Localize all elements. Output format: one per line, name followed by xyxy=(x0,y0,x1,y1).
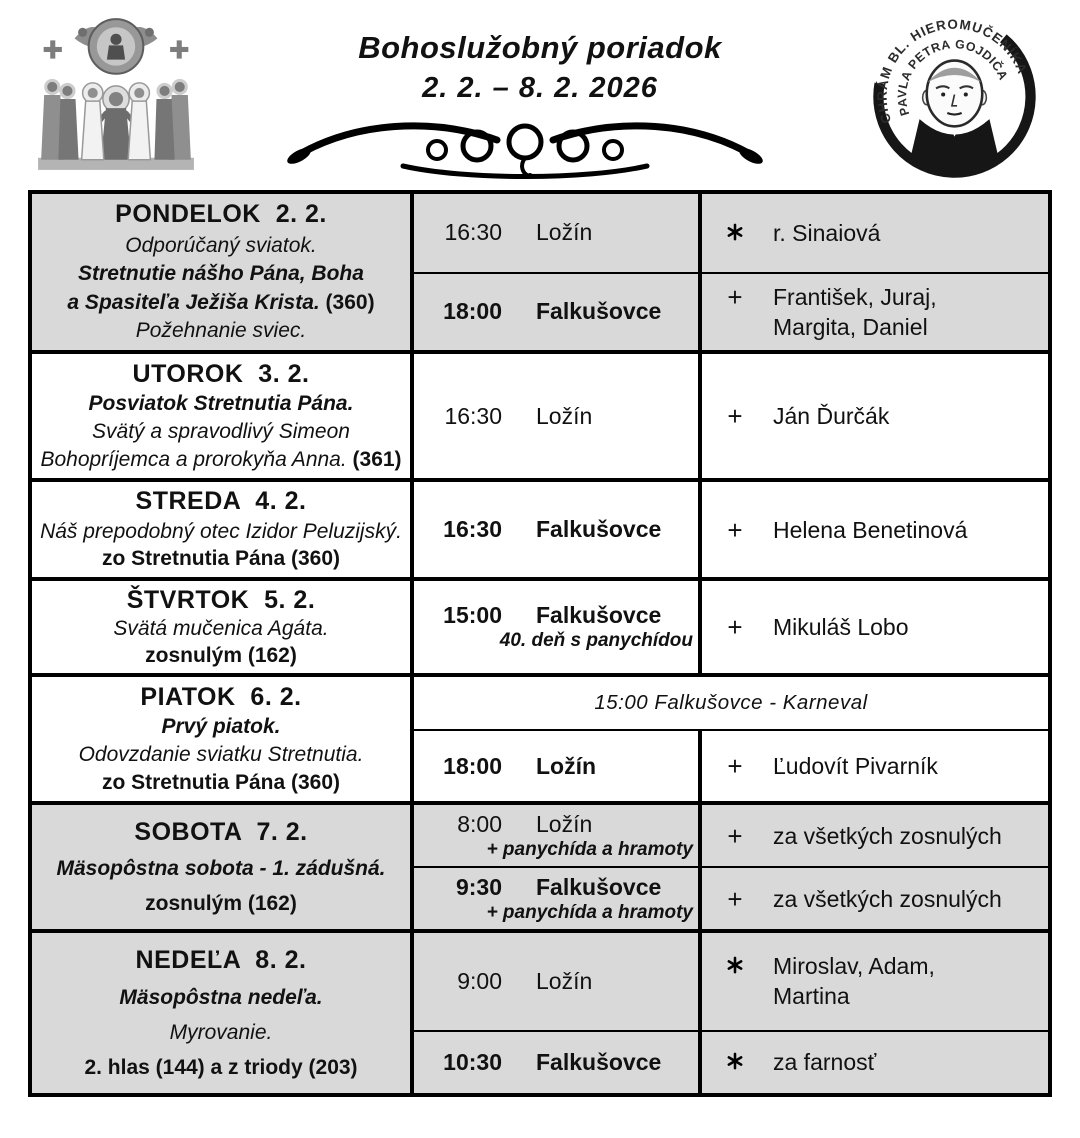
day-row xyxy=(32,350,1048,478)
note-segment: Prvý piatok. xyxy=(161,715,281,739)
parish-stamp xyxy=(862,2,1047,187)
flourish-ornament xyxy=(285,112,765,182)
stamp-text-bottom: PAVLA PETRA GOJDIČA xyxy=(895,37,1011,118)
feast-icon xyxy=(30,6,202,182)
day-note xyxy=(38,391,404,416)
intention-symbol: + xyxy=(727,820,743,851)
service-row xyxy=(414,805,1048,866)
service-row xyxy=(414,933,1048,1030)
note-segment: 2. hlas (144) a z triody (203) xyxy=(84,1055,358,1079)
note-segment: zosnulým (162) xyxy=(145,644,297,668)
title-line-1: Bohoslužobný poriadok xyxy=(358,30,722,65)
note-segment: zo Stretnutia Pána (360) xyxy=(101,547,341,571)
service-row xyxy=(414,729,1048,801)
intention-text xyxy=(773,884,1002,914)
stamp-text-top: CHRÁM BL. HIEROMUČENÍKA xyxy=(874,16,1031,126)
day-note xyxy=(38,770,404,795)
service-time-line xyxy=(414,753,698,780)
day-note xyxy=(38,1055,404,1080)
intention-text xyxy=(773,751,938,781)
service-time-line xyxy=(414,298,698,325)
intention-line: Ján Ďurčák xyxy=(773,403,890,429)
intention-line: za farnosť xyxy=(773,1049,877,1076)
service-time-cell xyxy=(414,933,702,1030)
note-segment: Požehnanie sviec. xyxy=(135,319,307,343)
services-column xyxy=(414,581,1048,673)
intention-cell xyxy=(702,194,1048,272)
note-segment: Posviatok Stretnutia Pána. xyxy=(88,392,354,416)
intention-cell xyxy=(702,354,1048,478)
day-cell xyxy=(32,581,414,673)
service-time: 16:30 xyxy=(444,402,502,429)
service-time-cell xyxy=(414,1032,702,1093)
note-segment: Svätý a spravodlivý Simeon xyxy=(92,420,350,444)
day-cell xyxy=(32,194,414,350)
day-title: NEDEĽA 8. 2. xyxy=(135,945,307,974)
intention-symbol xyxy=(724,223,746,241)
day-row xyxy=(32,478,1048,577)
page-title xyxy=(300,30,780,105)
service-place: Ložín xyxy=(536,752,597,779)
day-note xyxy=(38,985,404,1010)
day-cell xyxy=(32,933,414,1093)
service-time-line xyxy=(414,219,698,246)
intention-cell xyxy=(702,868,1048,929)
intention-text xyxy=(773,951,935,1011)
day-row xyxy=(32,929,1048,1093)
intention-text xyxy=(773,515,967,545)
service-time-line xyxy=(414,811,698,838)
service-time-cell xyxy=(414,805,702,866)
intention-cell xyxy=(702,731,1048,801)
christ-medallion xyxy=(89,19,144,74)
note-segment: Odporúčaný sviatok. xyxy=(125,233,317,257)
service-time: 9:00 xyxy=(457,967,502,994)
service-time-line xyxy=(414,1049,698,1076)
intention-cell xyxy=(702,274,1048,350)
karneval-banner: 15:00 Falkušovce - Karneval xyxy=(594,691,868,715)
day-title: UTOROK 3. 2. xyxy=(132,359,310,388)
intention xyxy=(724,401,889,431)
service-row xyxy=(414,1030,1048,1093)
note-segment: Bohopríjemca a prorokyňa Anna. xyxy=(40,448,347,472)
service-time: 15:00 xyxy=(443,602,502,628)
service-row xyxy=(414,866,1048,929)
intention-symbol xyxy=(724,1052,746,1070)
day-cell xyxy=(32,805,414,929)
service-time: 16:30 xyxy=(444,219,502,246)
service-time-cell xyxy=(414,354,702,478)
service-time-cell xyxy=(414,868,702,929)
saints-left xyxy=(41,79,78,160)
intention-line: František, Juraj, xyxy=(773,283,937,310)
service-row xyxy=(414,194,1048,272)
service-time: 16:30 xyxy=(443,516,502,542)
services-column xyxy=(414,194,1048,350)
day-note xyxy=(38,891,404,916)
note-segment: Mäsopôstna sobota - 1. zádušná. xyxy=(56,857,386,881)
asterisk-icon xyxy=(726,223,744,241)
intention-symbol: + xyxy=(727,751,743,782)
note-segment: Odovzdanie sviatku Stretnutia. xyxy=(78,743,364,767)
intention xyxy=(724,515,967,545)
service-time-line xyxy=(414,968,698,995)
day-note xyxy=(38,616,404,641)
intention xyxy=(724,282,937,342)
service-subline: 40. deň s panychídou xyxy=(499,630,693,651)
intention-line: za všetkých zosnulých xyxy=(773,885,1002,912)
note-segment: Svätá mučenica Agáta. xyxy=(113,617,329,641)
note-segment: Náš prepodobný otec Izidor Peluzijský. xyxy=(40,519,402,543)
day-note xyxy=(38,261,404,286)
service-row xyxy=(414,677,1048,729)
day-row xyxy=(32,801,1048,929)
services-column xyxy=(414,482,1048,577)
services-column xyxy=(414,933,1048,1093)
day-note xyxy=(38,546,404,571)
day-row xyxy=(32,577,1048,673)
intention-cell xyxy=(702,581,1048,673)
service-row xyxy=(414,581,1048,673)
day-title: PONDELOK 2. 2. xyxy=(115,200,327,229)
service-subline: + panychída a hramoty xyxy=(486,838,693,860)
day-row xyxy=(32,194,1048,350)
day-cell xyxy=(32,677,414,801)
intention-line: Martina xyxy=(773,983,850,1010)
intention-cell xyxy=(702,805,1048,866)
note-segment: zo Stretnutia Pána (360) xyxy=(101,771,341,795)
day-note xyxy=(38,714,404,739)
service-time-line xyxy=(414,874,698,901)
day-note xyxy=(38,519,404,544)
intention-symbol: + xyxy=(727,514,743,545)
service-time: 10:30 xyxy=(443,1048,502,1075)
note-segment: Mäsopôstna nedeľa. xyxy=(119,985,323,1009)
intention xyxy=(724,884,1002,914)
day-title: SOBOTA 7. 2. xyxy=(134,817,308,846)
intention-line: Helena Benetinová xyxy=(773,516,968,543)
service-row xyxy=(414,354,1048,478)
intention-cell xyxy=(702,1032,1048,1093)
day-title: PIATOK 6. 2. xyxy=(140,682,302,711)
intention-line: Ľudovít Pivarník xyxy=(773,753,938,780)
asterisk-icon xyxy=(726,956,744,974)
schedule-table xyxy=(28,190,1052,1097)
day-note xyxy=(38,318,404,343)
day-note xyxy=(38,233,404,258)
title-line-2: 2. 2. – 8. 2. 2026 xyxy=(422,72,658,104)
day-title: ŠTVRTOK 5. 2. xyxy=(126,585,316,614)
service-place: Ložín xyxy=(536,810,593,837)
day-row xyxy=(32,673,1048,801)
intention-text xyxy=(773,218,880,248)
intention xyxy=(724,1047,876,1077)
service-subline: + panychída a hramoty xyxy=(486,901,693,923)
service-place: Ložín xyxy=(536,967,593,994)
service-time-cell xyxy=(414,581,702,673)
service-time-cell xyxy=(414,731,702,801)
intention-symbol: + xyxy=(727,281,743,312)
intention xyxy=(724,821,1002,851)
note-segment: (361) xyxy=(346,448,402,472)
service-place: Falkušovce xyxy=(536,298,662,325)
day-note xyxy=(38,419,404,444)
services-column xyxy=(414,354,1048,478)
note-segment: (360) xyxy=(319,290,375,314)
intention-symbol: + xyxy=(727,612,743,642)
service-time-line xyxy=(414,602,698,629)
intention-symbol xyxy=(724,956,746,974)
intention-text xyxy=(773,282,937,342)
services-column xyxy=(414,805,1048,929)
intention-line: Miroslav, Adam, xyxy=(773,953,935,980)
day-note xyxy=(38,290,404,315)
intention-text xyxy=(773,1047,876,1077)
day-note xyxy=(38,643,404,668)
note-segment: Stretnutie nášho Pána, Boha xyxy=(78,262,364,286)
note-segment: a Spasiteľa Ježiša Krista. xyxy=(67,290,320,314)
intention-line: Margita, Daniel xyxy=(773,313,928,340)
service-time-line xyxy=(414,403,698,430)
intention-line: Mikuláš Lobo xyxy=(773,614,909,640)
service-time-cell xyxy=(414,194,702,272)
gojdic-portrait xyxy=(910,61,998,173)
intention-cell xyxy=(702,482,1048,577)
intention-cell xyxy=(702,933,1048,1030)
intention-symbol: + xyxy=(727,883,743,914)
service-time-cell xyxy=(414,482,702,577)
day-cell xyxy=(32,482,414,577)
service-place: Falkušovce xyxy=(536,516,662,542)
intention-line: za všetkých zosnulých xyxy=(773,822,1002,849)
service-time: 9:30 xyxy=(455,873,502,900)
intention xyxy=(724,751,938,781)
day-cell xyxy=(32,354,414,478)
intention-text xyxy=(773,401,889,431)
service-place: Falkušovce xyxy=(536,1048,662,1075)
intention-text xyxy=(773,612,909,642)
service-place: Ložín xyxy=(536,219,593,246)
service-time-line xyxy=(414,516,698,543)
service-place: Falkušovce xyxy=(536,873,662,900)
saints-right xyxy=(154,79,190,160)
service-time: 18:00 xyxy=(443,298,502,325)
intention xyxy=(724,612,909,642)
service-time: 8:00 xyxy=(457,810,502,837)
day-note xyxy=(38,742,404,767)
intention-text xyxy=(773,821,1002,851)
asterisk-icon xyxy=(726,1052,744,1070)
service-place: Falkušovce xyxy=(536,602,662,628)
note-segment: zosnulým (162) xyxy=(145,892,297,916)
note-segment: Myrovanie. xyxy=(169,1020,273,1044)
service-row xyxy=(414,482,1048,577)
service-time-cell xyxy=(414,274,702,350)
service-place: Ložín xyxy=(536,402,593,429)
intention-line: r. Sinaiová xyxy=(773,219,881,246)
day-note xyxy=(38,447,404,472)
intention-symbol: + xyxy=(727,401,743,431)
day-title: STREDA 4. 2. xyxy=(135,487,307,516)
service-row xyxy=(414,272,1048,350)
intention xyxy=(724,951,935,1011)
day-note xyxy=(38,856,404,881)
service-time: 18:00 xyxy=(443,752,502,779)
services-column xyxy=(414,677,1048,801)
day-note xyxy=(38,1020,404,1045)
intention xyxy=(724,218,880,248)
